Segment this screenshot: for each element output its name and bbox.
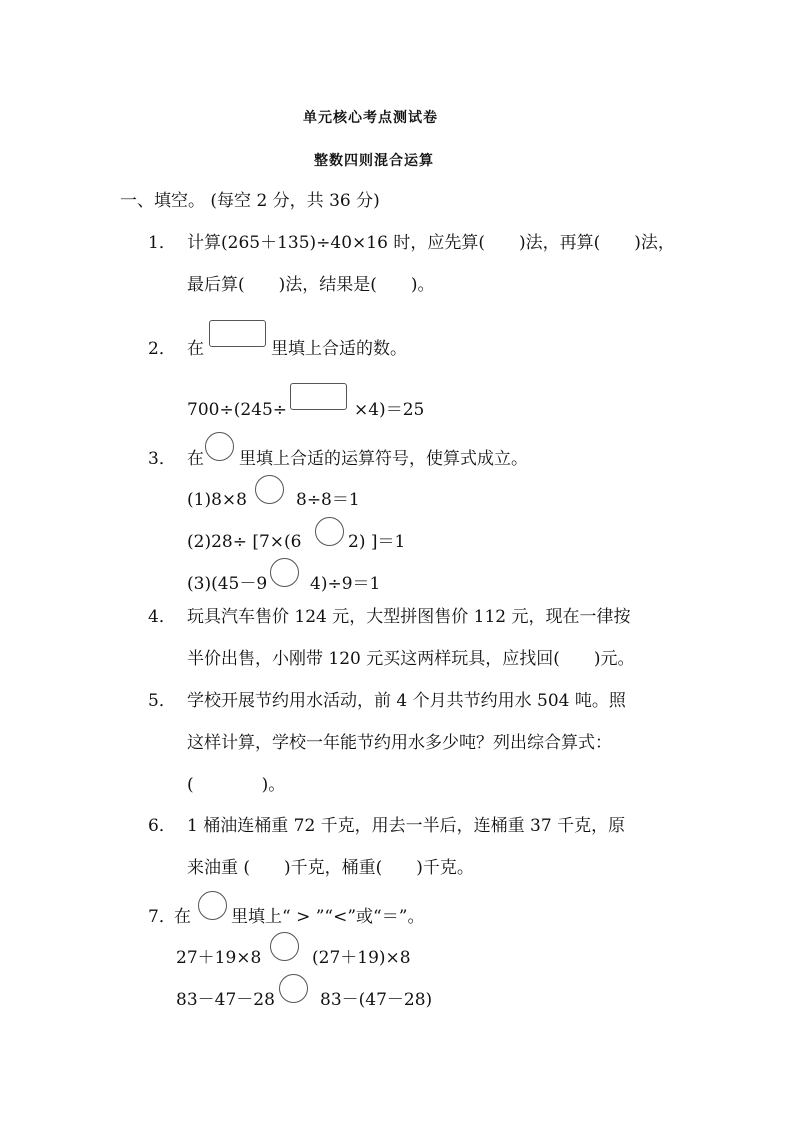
question-number: 7．: [148, 907, 176, 927]
answer-circle[interactable]: [270, 558, 299, 587]
question-text: 里填上“ > ”“<”或“＝”。: [231, 907, 425, 927]
expression: (27＋19)×8: [312, 948, 411, 968]
expression: 27＋19×8: [176, 948, 262, 968]
expression: ×4)＝25: [354, 400, 425, 420]
expression: 8÷8＝1: [296, 490, 360, 510]
question-text: 在: [187, 339, 204, 359]
question-text: 在: [174, 907, 191, 927]
question-text: 半价出售，小刚带 120 元买这两样玩具，应找回( )元。: [187, 649, 635, 669]
question-text: 这样计算，学校一年能节约用水多少吨？列出综合算式：: [187, 733, 612, 753]
question-text: 1 桶油连桶重 72 千克，用去一半后，连桶重 37 千克，原: [187, 816, 626, 836]
answer-circle[interactable]: [198, 891, 227, 920]
page-subtitle: 整数四则混合运算: [314, 153, 434, 169]
question-number: 4．: [148, 607, 176, 627]
expression: 83－(47－28): [320, 990, 433, 1010]
answer-circle[interactable]: [255, 475, 284, 504]
expression: 2) ]＝1: [348, 532, 406, 552]
expression: 4)÷9＝1: [310, 574, 381, 594]
question-text: 里填上合适的数。: [271, 339, 407, 359]
answer-box[interactable]: [290, 383, 347, 410]
answer-circle[interactable]: [279, 974, 308, 1003]
question-number: 1．: [148, 233, 176, 253]
page-title: 单元核心考点测试卷: [303, 110, 438, 126]
expression: 700÷(245÷: [187, 400, 288, 420]
answer-circle[interactable]: [205, 432, 234, 461]
section-heading: 一、填空。 (每空 2 分，共 36 分): [120, 191, 380, 211]
question-text: 里填上合适的运算符号，使算式成立。: [239, 449, 528, 469]
question-number: 2．: [148, 339, 176, 359]
expression: (3)(45－9: [187, 574, 268, 594]
question-text: ( )。: [187, 775, 286, 795]
question-text: 玩具汽车售价 124 元，大型拼图售价 112 元，现在一律按: [187, 607, 631, 627]
question-text: 学校开展节约用水活动，前 4 个月共节约用水 504 吨。照: [187, 691, 626, 711]
question-number: 5．: [148, 691, 176, 711]
expression: (1)8×8: [187, 490, 247, 510]
answer-circle[interactable]: [315, 517, 344, 546]
question-text: 在: [187, 449, 204, 469]
expression: 83－47－28: [176, 990, 275, 1010]
expression: (2)28÷ [7×(6: [187, 532, 302, 552]
answer-circle[interactable]: [270, 932, 299, 961]
question-text: 最后算( )法，结果是( )。: [187, 275, 435, 295]
question-number: 6．: [148, 816, 176, 836]
question-number: 3．: [148, 449, 176, 469]
answer-box[interactable]: [209, 320, 266, 347]
question-text: 计算(265＋135)÷40×16 时，应先算( )法，再算( )法，: [187, 233, 675, 253]
question-text: 来油重 ( )千克，桶重( )千克。: [187, 858, 474, 878]
